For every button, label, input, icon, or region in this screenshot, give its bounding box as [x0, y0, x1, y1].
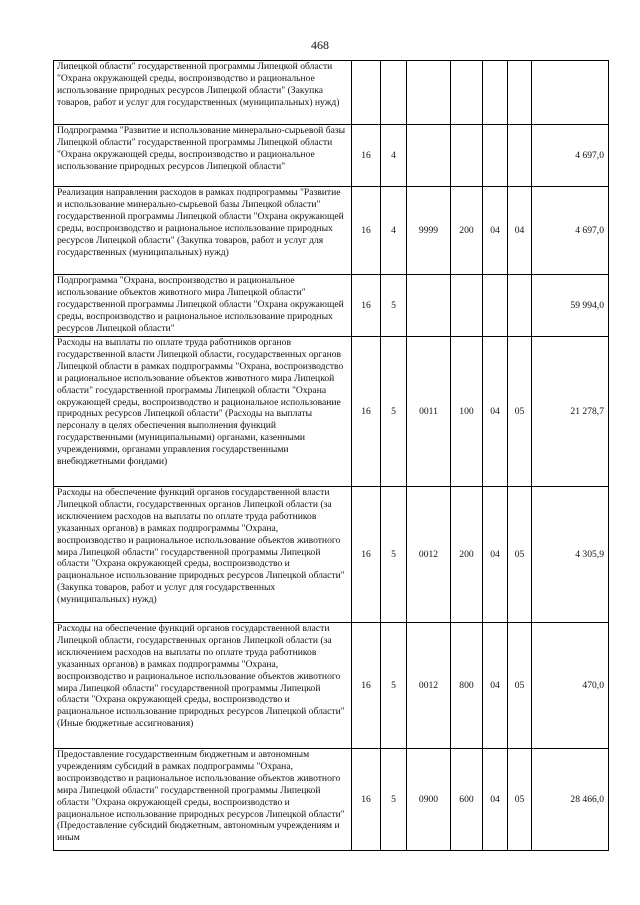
table-row: [54, 487, 609, 623]
subsection-cell: 05: [508, 487, 532, 623]
section-cell: [483, 61, 508, 125]
section-cell: [483, 275, 508, 337]
description-cell: Подпрограмма "Охрана, воспроизводство и рациональное использование объектов животного мира Липецкой области" государственной программы Липецкой области "Охрана окружающей среды, воспроизводство и рациональное использование природных ресурсов Липецкой области": [54, 275, 352, 337]
amount-cell: [532, 61, 609, 125]
description-cell: Подпрограмма "Развитие и использование минерально-сырьевой базы Липецкой области" государственной программы Липецкой области "Охрана окружающей среды, воспроизводство и рациональное использование природных ресурсов Липецкой области": [54, 125, 352, 187]
expense-type-cell: [451, 125, 483, 187]
description-cell: Реализация направления расходов в рамках подпрограммы "Развитие и использование минерально-сырьевой базы Липецкой области" государственной программы Липецкой области "Охрана окружающей среды, воспроизводство и рациональное использование природных ресурсов Липецкой области" (Закупка товаров, работ и услуг для государственных (муниципальных) нужд): [54, 187, 352, 275]
description-cell: Предоставление государственным бюджетным и автономным учреждениям субсидий в рамках подпрограммы "Охрана, воспроизводство и рациональное использование объектов животного мира Липецкой области" государственной программы Липецкой области "Охрана окружающей среды, воспроизводство и рациональное использование природных ресурсов Липецкой области" (Предоставление субсидий бюджетным, автономным учреждениям и иным: [54, 749, 352, 851]
subsection-cell: [508, 61, 532, 125]
expense-type-cell: [451, 61, 483, 125]
ministry-code-cell: 16: [352, 749, 381, 851]
page-number: 468: [311, 38, 329, 52]
section-cell: 04: [483, 749, 508, 851]
amount-cell: 4 697,0: [532, 125, 609, 187]
expense-type-cell: 800: [451, 623, 483, 749]
description-cell: Расходы на обеспечение функций органов государственной власти Липецкой области, государственных органов Липецкой области (за исключением расходов на выплаты по оплате труда работников указанных органов) в рамках подпрограммы "Охрана, воспроизводство и рациональное использование объектов животного мира Липецкой области" государственной программы Липецкой области "Охрана окружающей среды, воспроизводство и рациональное использование природных ресурсов Липецкой области" (Закупка товаров, работ и услуг для государственных (муниципальных) нужд): [54, 487, 352, 623]
subsection-cell: [508, 275, 532, 337]
expense-type-cell: 200: [451, 187, 483, 275]
subsection-cell: 05: [508, 623, 532, 749]
table-body: [54, 61, 609, 851]
subsection-cell: [508, 125, 532, 187]
table-row: [54, 275, 609, 337]
table-row: [54, 337, 609, 487]
subprogram-code-cell: 4: [381, 125, 407, 187]
ministry-code-cell: 16: [352, 337, 381, 487]
section-cell: 04: [483, 487, 508, 623]
amount-cell: 21 278,7: [532, 337, 609, 487]
subsection-cell: 04: [508, 187, 532, 275]
expense-type-cell: 100: [451, 337, 483, 487]
subprogram-code-cell: 5: [381, 275, 407, 337]
direction-code-cell: 0012: [407, 487, 451, 623]
expense-type-cell: 200: [451, 487, 483, 623]
description-cell: Расходы на обеспечение функций органов государственной власти Липецкой области, государственных органов Липецкой области (за исключением расходов на выплаты по оплате труда работников указанных органов) в рамках подпрограммы "Охрана, воспроизводство и рациональное использование объектов животного мира Липецкой области" государственной программы Липецкой области "Охрана окружающей среды, воспроизводство и рациональное использование природных ресурсов Липецкой области" (Иные бюджетные ассигнования): [54, 623, 352, 749]
subprogram-code-cell: 5: [381, 487, 407, 623]
ministry-code-cell: 16: [352, 187, 381, 275]
section-cell: 04: [483, 187, 508, 275]
section-cell: 04: [483, 623, 508, 749]
table-row: [54, 749, 609, 851]
amount-cell: 4 697,0: [532, 187, 609, 275]
section-cell: 04: [483, 337, 508, 487]
subprogram-code-cell: 4: [381, 187, 407, 275]
ministry-code-cell: 16: [352, 125, 381, 187]
direction-code-cell: 0012: [407, 623, 451, 749]
table-row: [54, 187, 609, 275]
ministry-code-cell: 16: [352, 487, 381, 623]
description-cell: Расходы на выплаты по оплате труда работников органов государственной власти Липецкой области, государственных органов Липецкой области в рамках подпрограммы "Охрана, воспроизводство и рациональное использование объектов животного мира Липецкой области" государственной программы Липецкой области "Охрана окружающей среды, воспроизводство и рациональное использование природных ресурсов Липецкой области" (Расходы на выплаты персоналу в целях обеспечения выполнения функций государственными (муниципальными) органами, казенными учреждениями, органами управления государственными внебюджетными фондами): [54, 337, 352, 487]
direction-code-cell: 9999: [407, 187, 451, 275]
expense-type-cell: 600: [451, 749, 483, 851]
subsection-cell: 05: [508, 337, 532, 487]
amount-cell: 28 466,0: [532, 749, 609, 851]
description-cell: Липецкой области" государственной программы Липецкой области "Охрана окружающей среды, воспроизводство и рациональное использование природных ресурсов Липецкой области" (Закупка товаров, работ и услуг для государственных (муниципальных) нужд): [54, 61, 352, 125]
ministry-code-cell: [352, 61, 381, 125]
ministry-code-cell: 16: [352, 623, 381, 749]
direction-code-cell: 0900: [407, 749, 451, 851]
subprogram-code-cell: 5: [381, 623, 407, 749]
expense-type-cell: [451, 275, 483, 337]
amount-cell: 59 994,0: [532, 275, 609, 337]
subprogram-code-cell: 5: [381, 749, 407, 851]
subprogram-code-cell: [381, 61, 407, 125]
direction-code-cell: [407, 275, 451, 337]
ministry-code-cell: 16: [352, 275, 381, 337]
amount-cell: 4 305,9: [532, 487, 609, 623]
subprogram-code-cell: 5: [381, 337, 407, 487]
subsection-cell: 05: [508, 749, 532, 851]
table-row: [54, 61, 609, 125]
budget-table: [53, 60, 609, 851]
section-cell: [483, 125, 508, 187]
direction-code-cell: [407, 61, 451, 125]
table-row: [54, 623, 609, 749]
table-row: [54, 125, 609, 187]
direction-code-cell: [407, 125, 451, 187]
direction-code-cell: 0011: [407, 337, 451, 487]
amount-cell: 470,0: [532, 623, 609, 749]
